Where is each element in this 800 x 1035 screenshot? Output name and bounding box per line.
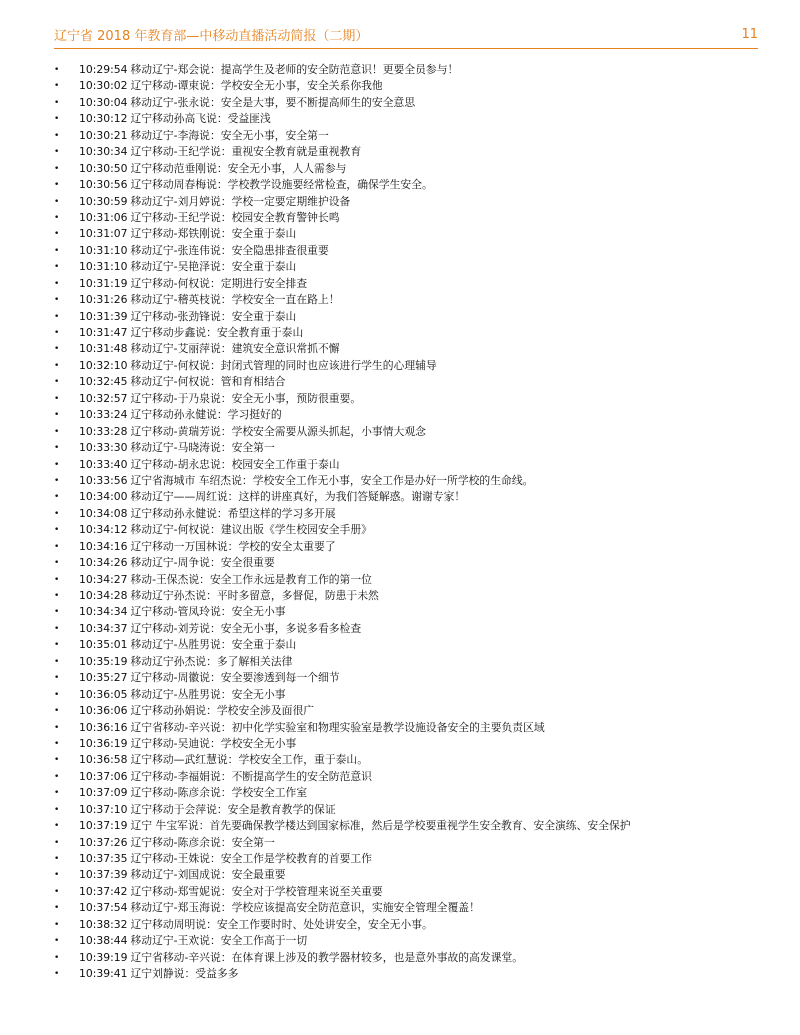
comment-time: 10:34:12: [79, 523, 128, 537]
comment-time: 10:32:57: [79, 391, 128, 405]
comment-time: 10:31:39: [79, 309, 128, 323]
list-item: [54, 407, 764, 423]
page-number: 11: [741, 26, 758, 42]
list-item: [54, 867, 764, 883]
comment-text: 移动-王保杰说：安全工作永远是教育工作的第一位: [130, 572, 372, 586]
comment-time: 10:34:28: [79, 589, 128, 602]
list-item: [54, 144, 764, 160]
bullet-icon: •: [54, 541, 60, 552]
comment-time: 10:31:26: [79, 293, 128, 307]
list-item: [54, 637, 764, 653]
comment-text: 辽宁移动于会萍说：安全是教育教学的保证: [130, 802, 336, 816]
list-item: [54, 358, 764, 374]
bullet-icon: •: [54, 295, 60, 306]
bullet-icon: •: [54, 755, 60, 766]
list-item: [54, 588, 764, 604]
list-item: [54, 933, 764, 949]
comment-text: 移动辽宁——周红说：这样的讲座真好，为我们答疑解惑。谢谢专家！: [130, 490, 466, 504]
list-item: [54, 440, 764, 456]
bullet-icon: •: [54, 936, 60, 947]
list-item: [54, 720, 764, 736]
list-item: [54, 654, 764, 670]
bullet-icon: •: [54, 919, 60, 930]
list-item: [54, 276, 764, 292]
comment-text: 移动辽宁-艾丽萍说：建筑安全意识常抓不懈: [130, 342, 340, 356]
list-item: [54, 522, 764, 538]
bullet-icon: •: [54, 525, 60, 536]
comment-time: 10:34:26: [79, 556, 128, 570]
comment-text: 辽宁移动孙高飞说：受益匪浅: [130, 112, 271, 126]
comment-time: 10:37:10: [79, 802, 128, 816]
comment-text: 移动辽宁-丛胜男说：安全重于泰山: [130, 638, 297, 652]
bullet-icon: •: [54, 443, 60, 454]
bullet-icon: •: [54, 81, 60, 92]
comment-time: 10:31:47: [79, 326, 128, 339]
bullet-icon: •: [54, 459, 60, 470]
comment-text: 移动辽宁-刘月婷说：学校一定要定期维护设备: [130, 194, 351, 208]
list-item: [54, 309, 764, 325]
bullet-icon: •: [54, 591, 60, 601]
comment-time: 10:31:10: [79, 260, 128, 274]
comment-text: 移动辽宁-丛胜男说：安全无小事: [130, 687, 286, 701]
comment-time: 10:33:24: [79, 408, 128, 422]
comment-text: 辽宁移动-郑雪妮说：安全对于学校管理来说至关重要: [130, 884, 383, 898]
comment-time: 10:33:40: [79, 457, 128, 471]
comment-time: 10:33:28: [79, 424, 128, 438]
bullet-icon: •: [54, 97, 60, 108]
comment-time: 10:37:35: [79, 852, 128, 865]
comment-time: 10:31:06: [79, 210, 128, 224]
comment-text: 移动辽宁孙杰说：平时多留意，多督促，防患于未然: [130, 589, 379, 602]
comment-text: 辽宁移动-刘芳说：安全无小事，多说多看多检查: [130, 621, 362, 635]
list-item: [54, 950, 764, 966]
comment-text: 移动辽宁-郑会说：提高学生及老师的安全防范意识！更要全员参与！: [130, 63, 459, 76]
bullet-icon: •: [54, 673, 60, 684]
comment-text: 辽宁移动范垂刚说：安全无小事，人人需参与: [130, 161, 347, 175]
comment-text: 辽宁移动-黄瑞芳说：学校安全需要从源头抓起，小事情大观念: [130, 424, 426, 438]
bullet-icon: •: [54, 870, 60, 881]
comment-time: 10:37:54: [79, 901, 128, 915]
bullet-icon: •: [54, 229, 60, 240]
bullet-icon: •: [54, 65, 60, 75]
list-item: [54, 161, 764, 177]
list-item: [54, 473, 764, 489]
bullet-icon: •: [54, 393, 60, 404]
comment-time: 10:37:42: [79, 884, 128, 898]
list-item: [54, 785, 764, 801]
comment-time: 10:31:48: [79, 342, 128, 356]
list-item: [54, 670, 764, 686]
comment-time: 10:39:19: [79, 950, 128, 964]
bullet-icon: •: [54, 969, 60, 980]
list-item: [54, 900, 764, 916]
comment-time: 10:36:05: [79, 687, 128, 701]
bullet-icon: •: [54, 114, 60, 125]
list-item: [54, 703, 764, 719]
bullet-icon: •: [54, 640, 60, 651]
comment-text: 移动辽宁-马晓涛说：安全第一: [130, 441, 275, 455]
comment-text: 辽宁移动-郑铁刚说：安全重于泰山: [130, 227, 297, 241]
list-item: [54, 555, 764, 571]
comment-text: 移动辽宁-吴艳泽说：安全重于泰山: [130, 260, 297, 274]
comment-text: 辽宁移动-王纪学说：校园安全教育警钟长鸣: [130, 210, 340, 224]
bullet-icon: •: [54, 821, 60, 832]
comment-text: 移动辽宁-稽英枝说：学校安全一直在路上！: [130, 293, 340, 307]
bullet-icon: •: [54, 328, 60, 338]
bullet-icon: •: [54, 147, 60, 158]
comment-text: 辽宁刘静说：受益多多: [130, 967, 239, 981]
comment-time: 10:30:04: [79, 95, 128, 109]
comment-text: 移动辽宁-李海说：安全无小事，安全第一: [130, 128, 329, 142]
bullet-icon: •: [54, 426, 60, 437]
list-item: [54, 736, 764, 752]
list-item: [54, 884, 764, 900]
comment-text: 辽宁移动-谭束说：学校安全无小事，安全关系你我他: [130, 79, 383, 93]
comment-time: 10:34:16: [79, 539, 128, 553]
list-item: [54, 966, 764, 982]
list-item: [54, 818, 764, 834]
list-item: [54, 835, 764, 851]
comment-text: 移动辽宁-何权说：管和育相结合: [130, 375, 286, 389]
comment-time: 10:36:19: [79, 736, 128, 750]
list-item: [54, 539, 764, 555]
comment-text: 辽宁移动-管凤玲说：安全无小事: [130, 605, 286, 619]
bullet-icon: •: [54, 607, 60, 618]
comment-text: 移动辽宁-何权说：封闭式管理的同时也应该进行学生的心理辅导: [130, 358, 437, 372]
bullet-icon: •: [54, 508, 60, 519]
comment-text: 辽宁移动步鑫说：安全教育重于泰山: [130, 326, 304, 339]
comment-time: 10:31:10: [79, 243, 128, 257]
comment-text: 辽宁移动-于乃泉说：安全无小事，预防很重要。: [130, 391, 362, 405]
list-item: [54, 752, 764, 768]
list-item: [54, 62, 764, 78]
comment-time: 10:30:34: [79, 145, 128, 159]
comment-text: 辽宁移动孙娟说：学校安全涉及面很广: [130, 704, 315, 718]
bullet-icon: •: [54, 623, 60, 634]
list-item: [54, 506, 764, 522]
list-item: [54, 128, 764, 144]
bullet-icon: •: [54, 788, 60, 799]
comment-time: 10:34:27: [79, 572, 128, 586]
comment-text: 移动辽宁-周争说：安全很重要: [130, 556, 275, 570]
document-title: 辽宁省 2018 年教育部—中移动直播活动简报（二期）: [54, 28, 369, 44]
bullet-icon: •: [54, 903, 60, 914]
comment-time: 10:35:19: [79, 654, 128, 668]
comment-text: 辽宁移动-胡永忠说：校园安全工作重于泰山: [130, 457, 340, 471]
comment-text: 辽宁移动-陈彦余说：学校安全工作室: [130, 786, 308, 800]
comment-text: 辽宁移动孙永健说：希望这样的学习多开展: [130, 506, 336, 520]
bullet-icon: •: [54, 344, 60, 355]
list-item: [54, 325, 764, 341]
comment-time: 10:37:19: [79, 819, 128, 833]
list-item: [54, 621, 764, 637]
comment-time: 10:37:26: [79, 835, 128, 849]
comment-time: 10:34:34: [79, 605, 128, 619]
comment-time: 10:37:39: [79, 868, 128, 882]
comment-text: 辽宁移动—武红慧说：学校安全工作，重于泰山。: [130, 753, 369, 767]
comment-text: 移动辽宁孙杰说：多了解相关法律: [130, 654, 293, 668]
comment-time: 10:37:06: [79, 769, 128, 783]
bullet-icon: •: [54, 212, 60, 223]
comment-text: 移动辽宁-刘国成说：安全最重要: [130, 868, 286, 882]
bullet-icon: •: [54, 558, 60, 569]
list-item: [54, 259, 764, 275]
bullet-icon: •: [54, 180, 60, 191]
bullet-icon: •: [54, 804, 60, 815]
comment-text: 辽宁省移动-辛兴说：在体育课上涉及的教学器材较多，也是意外事故的高发课堂。: [130, 950, 524, 964]
bullet-icon: •: [54, 196, 60, 207]
comment-time: 10:37:09: [79, 786, 128, 800]
comment-text: 移动辽宁-张连伟说：安全隐患排查很重要: [130, 243, 329, 257]
bullet-icon: •: [54, 410, 60, 421]
comment-time: 10:29:54: [79, 63, 128, 76]
comment-time: 10:32:10: [79, 358, 128, 372]
comment-time: 10:36:58: [79, 753, 128, 767]
list-item: [54, 292, 764, 308]
list-item: [54, 457, 764, 473]
bullet-icon: •: [54, 738, 60, 749]
header-divider: [54, 48, 758, 49]
list-item: [54, 111, 764, 127]
bullet-icon: •: [54, 245, 60, 256]
comment-time: 10:33:30: [79, 441, 128, 455]
comment-text: 辽宁移动-何权说：定期进行安全排查: [130, 276, 308, 290]
comment-text: 辽宁移动-张劲锋说：安全重于泰山: [130, 309, 297, 323]
comment-time: 10:30:02: [79, 79, 128, 93]
list-item: [54, 226, 764, 242]
list-item: [54, 341, 764, 357]
comment-time: 10:38:44: [79, 934, 128, 948]
comment-text: 移动辽宁-王欢说：安全工作高于一切: [130, 934, 308, 948]
list-item: [54, 604, 764, 620]
comment-text: 辽宁省移动-辛兴说：初中化学实验室和物理实验室是教学设施设备安全的主要负责区域: [130, 720, 545, 734]
list-item: [54, 78, 764, 94]
comment-time: 10:30:59: [79, 194, 128, 208]
list-item: [54, 177, 764, 193]
page-header: [54, 24, 758, 44]
bullet-icon: •: [54, 656, 60, 667]
comment-text: 辽宁移动周明说：安全工作要时时、处处讲安全，安全无小事。: [130, 917, 433, 931]
comment-time: 10:36:06: [79, 704, 128, 718]
bullet-icon: •: [54, 360, 60, 371]
comment-text: 辽宁移动-陈彦余说：安全第一: [130, 835, 275, 849]
comment-text: 辽宁移动-吴迪说：学校安全无小事: [130, 736, 297, 750]
comment-text: 辽宁移动-周徽说：安全要渗透到每一个细节: [130, 671, 340, 685]
list-item: [54, 769, 764, 785]
comment-time: 10:33:56: [79, 473, 128, 487]
comment-time: 10:32:45: [79, 375, 128, 389]
comment-text: 辽宁 牛宝军说：首先要确保教学楼达到国家标准，然后是学校要重视学生安全教育、安全演练、安全保护: [130, 819, 631, 833]
list-item: [54, 851, 764, 867]
comment-list: [54, 62, 764, 983]
comment-text: 辽宁移动一万国林说：学校的安全太重要了: [130, 539, 336, 553]
comment-time: 10:34:08: [79, 506, 128, 520]
bullet-icon: •: [54, 574, 60, 585]
list-item: [54, 95, 764, 111]
bullet-icon: •: [54, 163, 60, 174]
bullet-icon: •: [54, 492, 60, 503]
comment-text: 辽宁移动-王纪学说：重视安全教育就是重视教育: [130, 145, 362, 159]
comment-time: 10:39:41: [79, 967, 128, 981]
comment-time: 10:30:21: [79, 128, 128, 142]
comment-text: 辽宁省海城市 车绍杰说：学校安全工作无小事，安全工作是办好一所学校的生命线。: [130, 473, 534, 487]
comment-text: 辽宁移动周春梅说：学校教学设施要经常检查，确保学生安全。: [130, 178, 433, 192]
comment-time: 10:30:50: [79, 161, 128, 175]
bullet-icon: •: [54, 886, 60, 897]
list-item: [54, 424, 764, 440]
comment-time: 10:34:00: [79, 490, 128, 504]
list-item: [54, 572, 764, 588]
list-item: [54, 243, 764, 259]
bullet-icon: •: [54, 278, 60, 289]
bullet-icon: •: [54, 377, 60, 388]
comment-time: 10:34:37: [79, 621, 128, 635]
comment-text: 移动辽宁-郑玉海说：学校应该提高安全防范意识，实施安全管理全覆盖！: [130, 901, 480, 915]
bullet-icon: •: [54, 952, 60, 963]
comment-text: 移动辽宁-何权说：建议出版《学生校园安全手册》: [130, 523, 372, 537]
bullet-icon: •: [54, 854, 60, 864]
list-item: [54, 391, 764, 407]
bullet-icon: •: [54, 475, 60, 486]
comment-text: 辽宁移动-李福娟说：不断提高学生的安全防范意识: [130, 769, 372, 783]
comment-time: 10:30:12: [79, 112, 128, 126]
list-item: [54, 687, 764, 703]
bullet-icon: •: [54, 771, 60, 782]
comment-text: 移动辽宁-张永说：安全是大事，要不断提高师生的安全意思: [130, 95, 416, 109]
list-item: [54, 917, 764, 933]
bullet-icon: •: [54, 837, 60, 848]
bullet-icon: •: [54, 689, 60, 700]
comment-text: 辽宁移动-王姝说：安全工作是学校教育的首要工作: [130, 852, 372, 865]
bullet-icon: •: [54, 130, 60, 141]
list-item: [54, 194, 764, 210]
list-item: [54, 374, 764, 390]
comment-time: 10:30:56: [79, 178, 128, 192]
list-item: [54, 489, 764, 505]
comment-time: 10:35:27: [79, 671, 128, 685]
bullet-icon: •: [54, 722, 60, 733]
bullet-icon: •: [54, 262, 60, 273]
comment-time: 10:35:01: [79, 638, 128, 652]
comment-time: 10:31:07: [79, 227, 128, 241]
bullet-icon: •: [54, 311, 60, 322]
list-item: [54, 210, 764, 226]
comment-time: 10:38:32: [79, 917, 128, 931]
bullet-icon: •: [54, 706, 60, 717]
comment-text: 辽宁移动孙永健说：学习挺好的: [130, 408, 282, 422]
comment-time: 10:31:19: [79, 276, 128, 290]
comment-time: 10:36:16: [79, 720, 128, 734]
list-item: [54, 802, 764, 818]
